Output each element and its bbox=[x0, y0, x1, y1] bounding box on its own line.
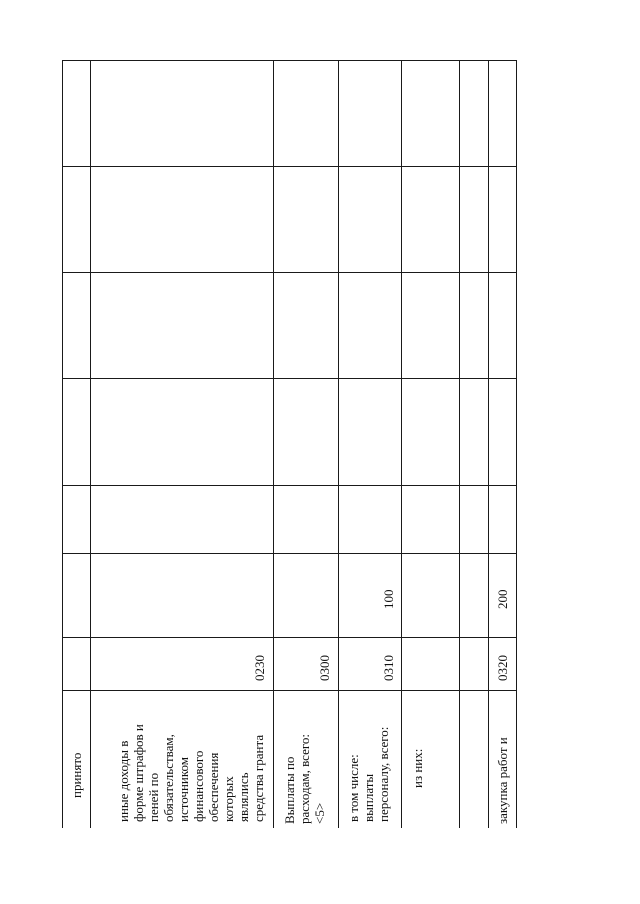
table-row-divider bbox=[90, 60, 91, 828]
table-column-divider bbox=[62, 637, 517, 638]
table-border-top bbox=[62, 60, 517, 61]
table-row-divider bbox=[273, 60, 274, 828]
row-name-purchases: закупка работ и bbox=[495, 737, 510, 824]
table-column-divider bbox=[62, 272, 517, 273]
row-kbk-200: 200 bbox=[495, 589, 510, 609]
table-row-divider bbox=[459, 60, 460, 828]
row-name-payments-total: Выплаты по расходам, всего: <5> bbox=[282, 734, 327, 824]
row-name-staff-payments: в том числе: выплаты персоналу, всего: bbox=[346, 726, 391, 822]
row-kbk-100: 100 bbox=[381, 589, 396, 609]
table-column-divider bbox=[62, 690, 517, 691]
row-code-0320: 0320 bbox=[495, 655, 510, 681]
row-code-0300: 0300 bbox=[317, 655, 332, 681]
row-name-of-which: из них: bbox=[410, 748, 425, 788]
table-row-divider bbox=[488, 60, 489, 828]
table-column-divider bbox=[62, 485, 517, 486]
table-row-divider bbox=[401, 60, 402, 828]
table-column-divider bbox=[62, 553, 517, 554]
table-column-divider bbox=[62, 378, 517, 379]
table-column-divider bbox=[62, 166, 517, 167]
table-border-right bbox=[516, 60, 517, 828]
row-name-other-income: иные доходы в форме штрафов и пеней по обязательствам, источником финансового обеспечения которых являлись средства гранта bbox=[116, 724, 266, 822]
row-code-0310: 0310 bbox=[381, 655, 396, 681]
row-code-0230: 0230 bbox=[252, 655, 267, 681]
table-row-divider bbox=[338, 60, 339, 828]
table-row-divider bbox=[62, 60, 63, 828]
row-name-accepted: принято bbox=[69, 752, 84, 798]
